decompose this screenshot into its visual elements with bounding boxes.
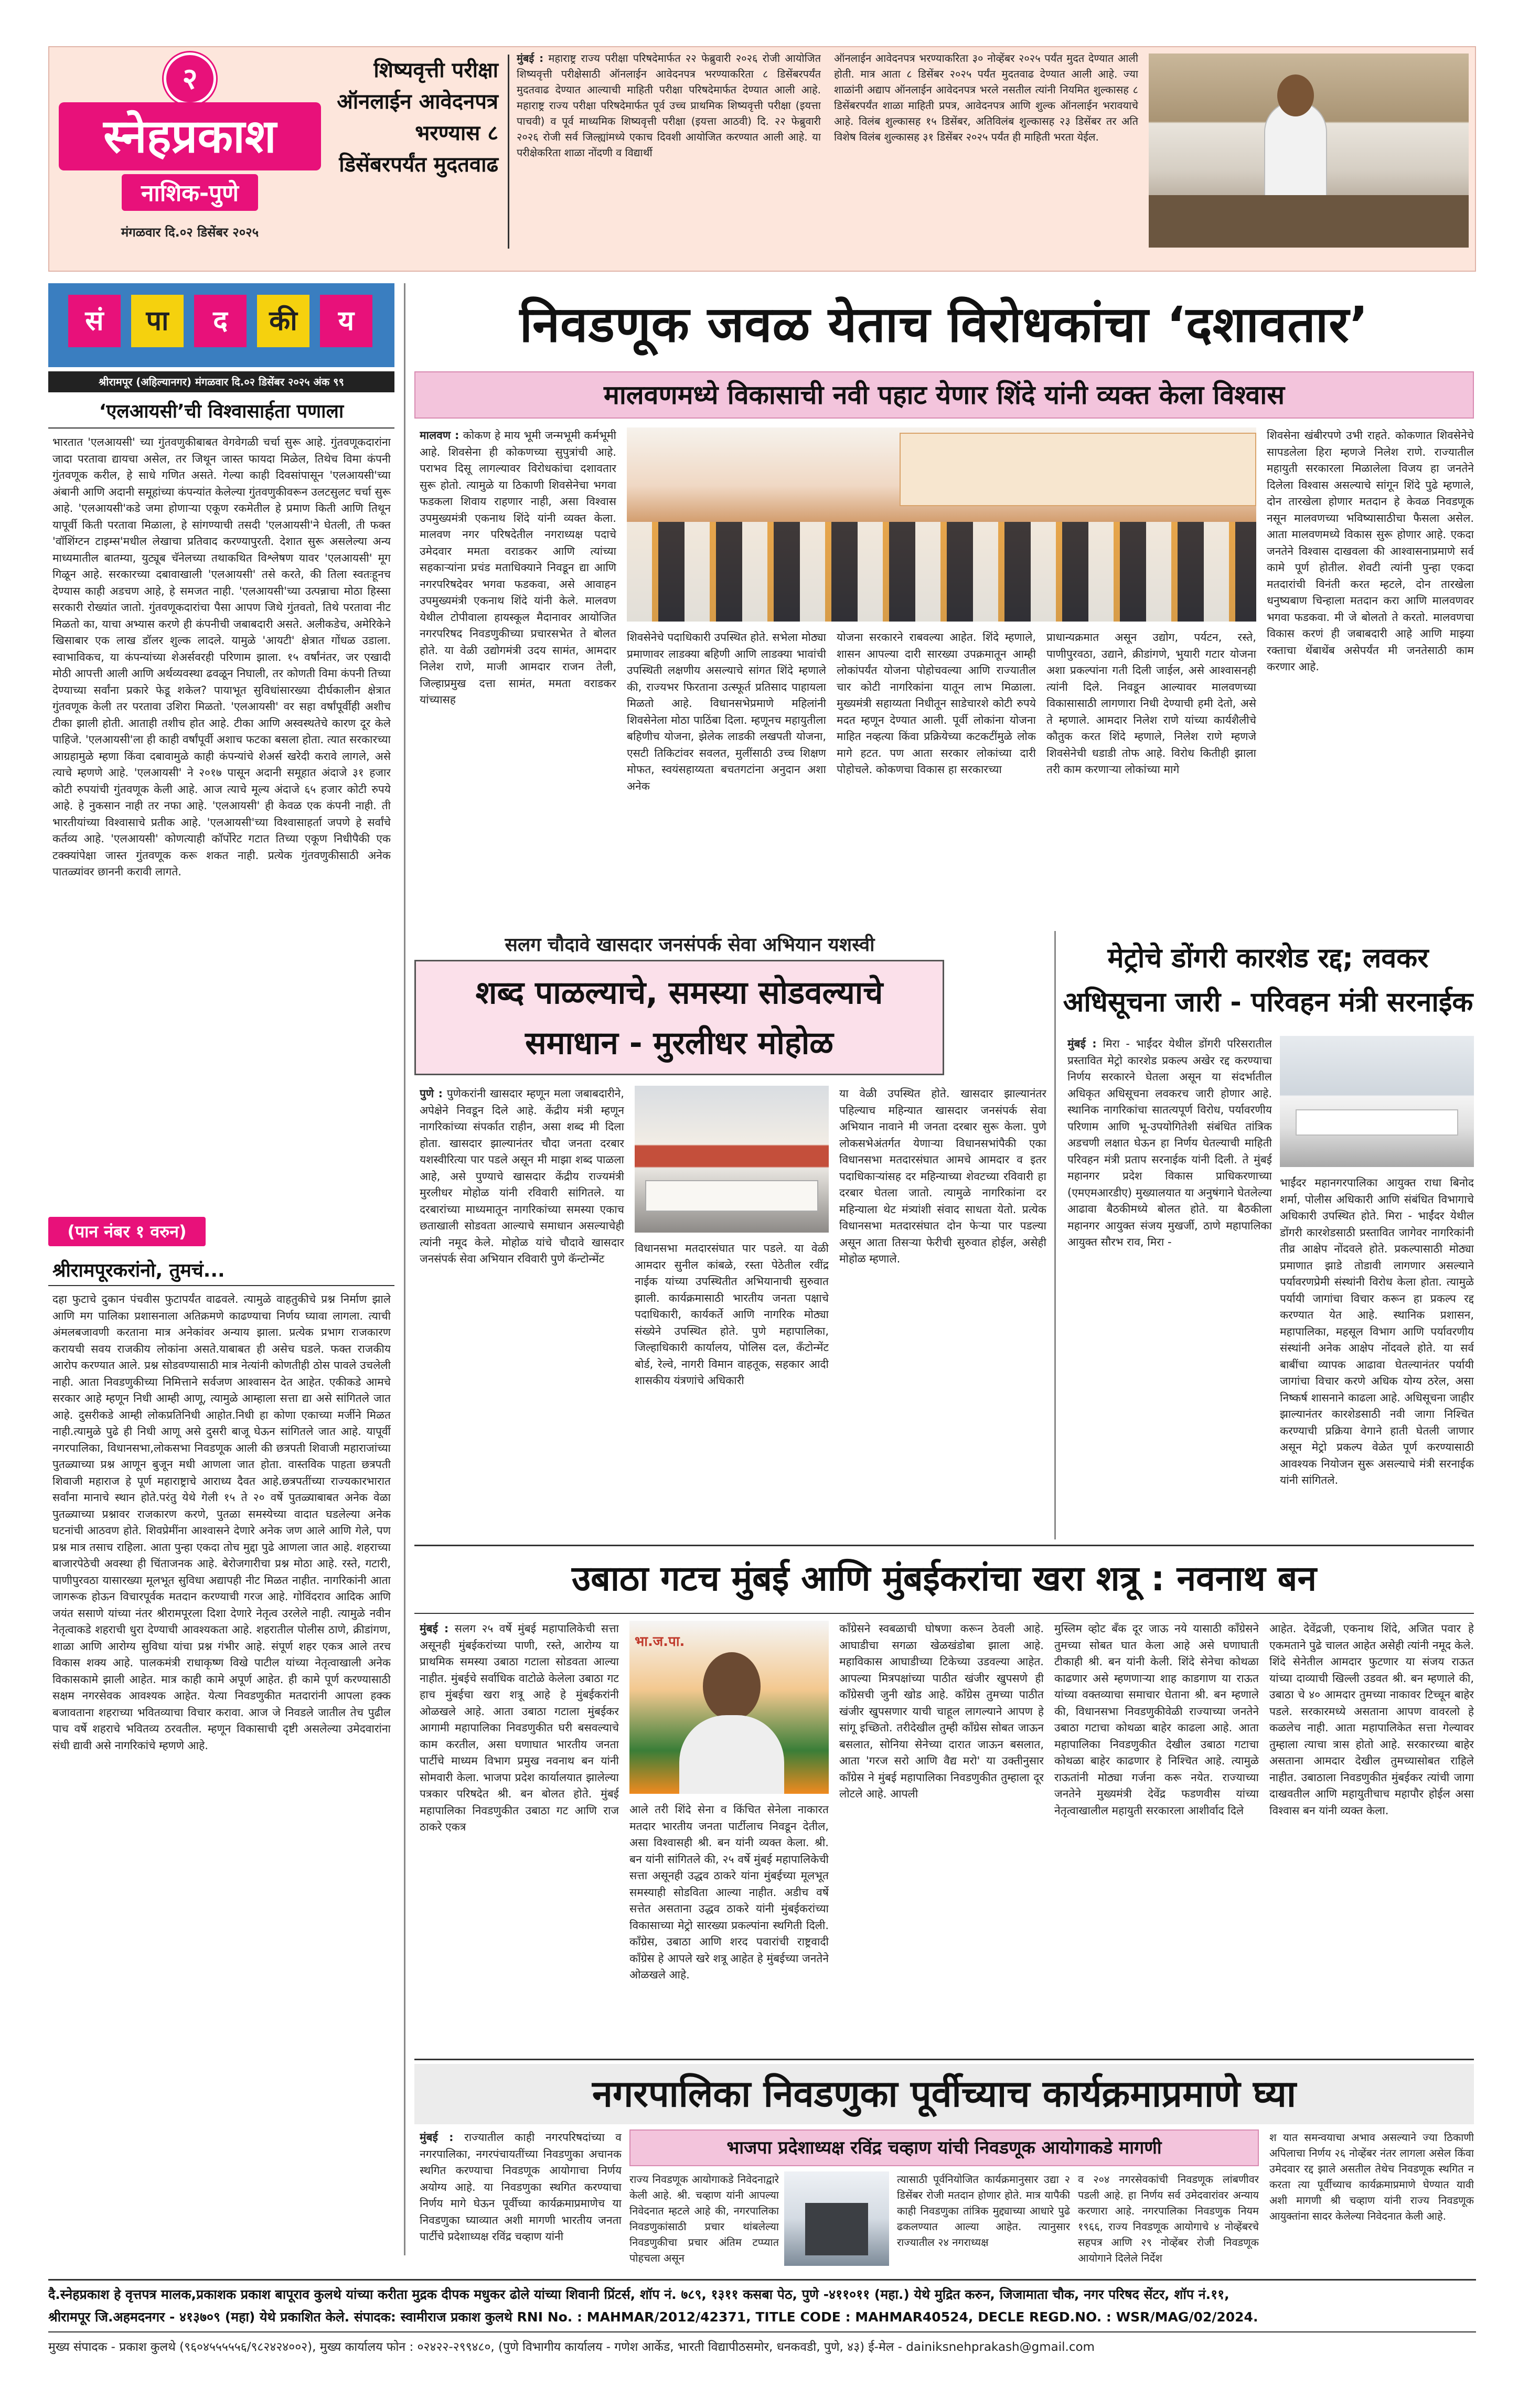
mohol-col2-text: विधानसभा मतदारसंघात पार पडले. या वेळी आमदार सुनील कांबळे, रस्ता पेठेतील रवींद्र नाईक यांच्या उपस्थितीत अभियानाची सुरुवात झाली. कार्यक्रमासाठी भारतीय जनता पक्षाचे पदाधिकारी, कार्यकर्ते आणि नागरिक मोठ्या संख्येने उपस्थित होते. पुणे महापालिका, जिल्हाधिकारी कार्यालय, पोलिस दल, कँटोन्मेंट बोर्ड, रेल्वे, नागरी विमान वाहतूक, सहकार आदी शासकीय यंत्रणांचे अधिकारी (635, 1242, 829, 1387)
ubatha-headline-rule (414, 1613, 1474, 1614)
main-subheadline: मालवणमध्ये विकासाची नवी पहाट येणार शिंदे यांनी व्यक्त केला विश्वास (603, 380, 1285, 410)
nagar-col3-text: त्यासाठी पूर्वनियोजित कार्यक्रमानुसार उद्या २ डिसेंबर रोजी मतदान होणार होते. मात्र यापैकी काही निवडणुका तांत्रिक मुद्द्याच्या आधारे पुढे ढकलण्यात आल्या आहेत. त्यानुसार राज्यातील २४ नगराध्यक्ष (897, 2173, 1070, 2249)
ballot-box-photo (784, 2171, 889, 2266)
editorial-banner (48, 283, 394, 367)
metro-col2-text: भाईंदर महानगरपालिका आयुक्त राधा बिनोद शर्मा, पोलीस अधिकारी आणि संबंधित विभागाचे अधिकारी उपस्थित होते. मिरा - भाईंदर येथील डोंगरी कारशेडसाठी प्रस्तावित जागेवर नागरिकांनी तीव्र आक्षेप नोंदवले होते. प्रकल्पासाठी मोठ्या प्रमाणात झाडे तोडावी लागणार असल्याने पर्यावरणप्रेमी संस्थांनी विरोध केला होता. त्यामुळे पर्यायी जागांचा विचार करून हा प्रकल्प रद्द करण्यात येत आहे. स्थानिक प्रशासन, महापालिका, महसूल विभाग आणि पर्यावरणीय संस्थांनी (1280, 1176, 1474, 1354)
top-story-body1: महाराष्ट्र राज्य परीक्षा परिषदेमार्फत २२ फेब्रुवारी २०२६ रोजी आयोजित शिष्यवृत्ती परीक्षेसाठी ऑनलाईन आवेदनपत्र भरण्याकरिता ८ डिसेंबरपर्यंत मुदतवाढ देण्यात आल्याची माहिती परीक्षा परिषदेमार्फत देण्यात आली आहे. महाराष्ट्र राज्य परीक्षा परिषदेमार्फत पूर्व उच्च प्राथमिक शिष्यवृत्ती परीक्षा (इयत्ता पाचवी) व पूर्व माध्यमिक शिष्यवृत्ती परीक्षा (इयत्ता आठवी) दि. २२ फेब्रुवारी २०२६ रोजी सर्व जिल्ह्यांमध्ये एकाच दिवशी आयोजित करण्यात आली आहे. या परीक्षेकरिता शाळा नोंदणी व विद्यार्थी (517, 52, 821, 159)
top-story-body2: ऑनलाईन आवेदनपत्र भरण्याकरिता ३० नोव्हेंबर २०२५ पर्यंत मुदत देण्यात आली होती. मात्र आता ८ डिसेंबर २०२५ पर्यंत मुदतवाढ देण्यात आली आहे. ज्या शाळांनी अद्याप ऑनलाईन आवेदनपत्र भरले नसतील त्यांनी नियमित शुल्कासह ८ डिसेंबरपर्यंत शाळा माहिती प्रपत्र, आवेदनपत्र आणि शुल्क ऑनलाईन भरावयाचे आहे. विलंब शुल्कासह १५ डिसेंबर, अतिविलंब शुल्कासह २३ डिसेंबर तर अति विशेष विलंब शुल्कासह ३१ डिसेंबर २०२५ पर्यंत ही माहिती भरता येईल. (834, 52, 1138, 143)
issue-line: श्रीरामपूर (अहिल्यानगर) मंगळवार दि.०२ डिसेंबर २०२५ अंक ९९ (48, 371, 394, 392)
metro-meeting-photo (1280, 1036, 1474, 1167)
main-dateline: मालवण : (420, 429, 459, 442)
ubatha-col2-text: आले तरी शिंदे सेना व किंचित सेनेला नाकारत मतदार भारतीय जनता पार्टीलाच निवडून देतील, असा विश्वासही श्री. बन यांनी व्यक्त केला. श्री. बन यांनी सांगितले की, २५ वर्षे मुंबई महापालिकेची सत्ता असूनही उद्धव ठाकरे यांना मुंबईच्या मूलभूत समस्याही सोडविता आल्या नाहीत. अडीच वर्षे सत्तेत असताना उद्धव ठाकरे यांनी मुंबईकरांच्या विकासाच्या मेट्रो सारख्या प्रकल्पांना स्थगिती दिली. काँग्रेस, उबाठा आणि शरद पवारांची राष्ट्रवादी काँग्रेस हे आपले खरे शत्रू आहेत हे मुंबईच्या जनतेने ओळखले आहे. (629, 1803, 829, 1981)
speaker-body (679, 1715, 784, 1794)
nagar-dateline: मुंबई : (420, 2131, 454, 2144)
date-line: मंगळवार दि.०२ डिसेंबर २०२५ (121, 225, 259, 240)
mohol-col1-text: पुणेकरांनी खासदार म्हणून मला जबाबदारीने, अपेक्षेने निवडून दिले आहे. केंद्रीय मंत्री म्हणून नागरिकांच्या संपर्कात राहीन, असा शब्द मी दिला होता. खासदार झाल्यानंतर चौदा जनता दरबार यशस्वीरित्या पार पडले असून मी माझा शब्द पाळला आहे, असे पुण्याचे खासदार केंद्रीय राज्यमंत्री मुरलीधर मोहोळ यांनी रविवारी सांगितले. या दरबारांच्या माध्यमातून नागरिकांच्या समस्या एकाच छताखाली सोडवता आल्याचे समाधान असल्याचेही त्यांनी नमूद केले. मोहोळ यांचे चौदावे खासदार जनसंपर्क सेवा अभियान रविवारी पुणे कॅन्टोन्मेंट (420, 1087, 624, 1265)
nagar-col5-text: श यात समन्वयाचा अभाव असल्याने ज्या ठिकाणी अपिलाचा निर्णय २६ नोव्हेंबर नंतर लागला असेल किंवा उमेदवार रद्द झाले असतील तेथेच निवडणूक स्थगित न करता त्या पूर्वीच्याच कार्यक्रमाप्रमाणे घेण्यात यावी अशी मागणी श्री चव्हाण यांनी राज्य निवडणूक आयुक्तांना सादर केलेल्या निवेदनात केली आहे. (1269, 2131, 1474, 2222)
main-headline: निवडणूक जवळ येताच विरोधकांचा ‘दशावतार’ (519, 296, 1369, 354)
main-col2 (627, 629, 826, 921)
ubatha-col3 (839, 1621, 1044, 2051)
editorial-letter-4: की (257, 295, 309, 347)
page-number: २ (182, 62, 198, 96)
student-figure (1264, 101, 1327, 206)
main-col2-text: शिवसेनेचे पदाधिकारी उपस्थित होते. सभेला मोठ्या प्रमाणावर लाडक्या बहिणी आणि लाडक्या भावांची उपस्थिती लक्षणीय असल्याचे सांगत शिंदे म्हणाले की, राज्यभर फिरताना उत्स्फूर्त प्रतिसाद पाहायला मिळतो आहे. विधानसभेप्रमाणे महिलांनी शिवसेनेला मोठा पाठिंबा दिला. म्हणूनच महायुतीला बहिणीच योजना, झेलेक लाडकी लखपती योजना, एसटी तिकिटांवर सवलत, मुलींसाठी उच्च शिक्षण मोफत, स्वयंसहाय्यता बचतगटांना अनुदान अशा अनेक (627, 631, 826, 793)
main-col4-text: प्राधान्यक्रमात असून उद्योग, पर्यटन, रस्ते, पाणीपुरवठा, उद्याने, क्रीडांगणे, भुयारी गटार योजना अशा प्रकल्पांना गती दिली जाईल, असे आश्वासनही त्यांनी दिले. निवडून आल्यावर मालवणच्या विकासासाठी लागणारा निधी देण्याची हमी देतो, असे ते म्हणाले. आमदार निलेश राणे यांच्या कार्यशैलीचे कौतुक करत शिंदे म्हणाले, निलेश राणे म्हणजे शिवसेनेची धडाडी तोफ आहे. विरोध कितीही झाला तरी काम करणाऱ्या लोकांच्या मागे (1046, 631, 1256, 776)
nagar-col3 (897, 2171, 1070, 2271)
nagar-col2 (629, 2171, 779, 2271)
top-story-divider (508, 55, 509, 249)
metro-col1-text: मिरा - भाईंदर येथील डोंगरी परिसरातील प्रस्तावित मेट्रो कारशेड प्रकल्प अखेर रद्द करण्याचा निर्णय सरकारने घेतला असून या संदर्भातील अधिकृत अधिसूचना लवकरच जारी होणार आहे. स्थानिक नागरिकांचा सातत्यपूर्ण विरोध, पर्यावरणीय परिणाम आणि भू-उपयोगितेशी संबंधित तांत्रिक अडचणी लक्षात घेऊन हा निर्णय घेतल्याची माहिती परिवहन मंत्री प्रताप सरनाईक यांनी दिली. ते मुंबई महानगर प्रदेश विकास प्राधिकरणाच्या (एमएमआरडीए) मुख्यालयात या अनुषंगाने घेतलेल्या आढावा बैठकीमध्ये बोलत होते. या बैठकीला महानगर आयुक्त संजय मुखर्जी, ठाणे महापालिका आयुक्त सौरभ राव, मिरा - (1067, 1037, 1272, 1248)
footer-mid-rule (48, 2331, 1476, 2332)
mohol-col2 (635, 1240, 829, 1539)
navnath-ban-photo (629, 1621, 829, 1794)
janata-darbar-photo (635, 1086, 829, 1233)
ubatha-col1-text: सलग २५ वर्षे मुंबई महापालिकेची सत्ता असूनही मुंबईकरांच्या पाणी, रस्ते, आरोग्य या प्राथमिक समस्या उबाठा गटाला सोडवता आल्या नाहीत. मुंबईचे सर्वाधिक वाटोळे केलेला उबाठा गट हाच मुंबईचा खरा शत्रू आहे हे मुंबईकरांनी ओळखले आहे. आता उबाठा गटाला मुंबईकर आगामी महापालिका निवडणुकीत घरी बसवल्याचे काम करतील, असा घणाघात भारतीय जनता पार्टीचे माध्यम विभाग प्रमुख नवनाथ बन यांनी सोमवारी केला. भाजपा प्रदेश कार्यालयात झालेल्या पत्रकार परिषदेत श्री. बन बोलत होते. मुंबई महापालिका निवडणुकीत उबाठा गट आणि राज ठाकरे एकत्र (420, 1622, 619, 1833)
main-col1 (420, 427, 616, 921)
continued-body: दहा फुटाचे दुकान पंचवीस फुटापर्यंत वाढवले. त्यामुळे वाहतुकीचे प्रश्न निर्माण झाले आणि मग पालिका प्रशासनाला अतिक्रमणे काढण्याचा निर्णय घ्यावा लागला. त्याची अंमलबजावणी करताना मात्र अनेकांवर अन्याय झाला. प्रत्येक प्रभाग राजकारण करायची सवय राजकीय लोकांना असते.याबाबत ही असेच घडले. फक्त राजकीय आरोप करण्यात आले. प्रश्न सोडवण्यासाठी मात्र नेत्यांनी कोणतीही ठोस पावले उचलेली नाही. आता निवडणुकीच्या निमित्ताने सर्वजण आश्वासन देत आहेत. एकीकडे आमचे सरकार आहे म्हणून निधी आम्ही आणू, त्यामुळे आम्हाला सत्ता द्या असे सांगितले जात आहे. दुसरीकडे आम्ही लोकप्रतिनिधी आहोत.निधी हा कोणा एकाच्या मर्जीने मिळत नाही.त्यामुळे पुढे ही निधी आणू असे दुसरी बाजू घेऊन सांगितले जात आहे. यापूर्वी नगरपालिका, विधानसभा,लोकसभा निवडणूक आली की छत्रपती शिवाजी महाराजांच्या पुतळ्याच्या प्रश्न आणून बुजून मधी आणला जात होता. वास्तविक पाहता छत्रपती शिवाजी महाराज हे पूर्ण महाराष्ट्राचे आराध्य दैवत आहे.छत्रपतींच्या राज्यकारभारात सर्वांना मानाचे स्थान होते.परंतु येथे गेली १५ ते २० वर्षे पुतळ्याबाबत अनेक वेळा पुतळ्याच्या प्रश्नावर राजकारण करणे, पुतळा समस्येच्या वादात घडलेल्या अनेक घटनांची आठवण होते. शिवप्रेमींना आश्वासने देणारे अनेक जण आले आणि गेले, पण प्रश्न मात्र तसाच राहिला. आता पुन्हा एकदा तोच मुद्दा पुढे आणला जात आहे. शहराच्या बाजारपेठेची अवस्था ही चिंताजनक आहे. बेरोजगारीचा प्रश्न मोठा आहे. रस्ते, गटारी, पाणीपुरवठा यासारख्या मूलभूत सुविधा अद्यापही नीट मिळत नाहीत. नागरिकांनी आता जागरूक होऊन विचारपूर्वक मतदान करण्याची गरज आहे. गोविंदराव आदिक आणि जयंत ससाणे यांच्या नंतर श्रीरामपूरला दिशा देणारे नेतृत्व उरलेले नाही. त्यामुळे नवीन नेतृत्वाकडे शहराची धुरा देण्याची आवश्यकता आहे. शहरातील पोलीस ठाणे, क्रीडांगण, शाळा आणि आरोग्य सुविधा यांचा प्रश्न गंभीर आहे. संपूर्ण शहर एकत्र आले तरच विकास शक्य आहे. पालकमंत्री राधाकृष्ण विखे पाटील यांच्या नेतृत्वाखाली अनेक विकासकामे झाली आहेत. मात्र काही कामे अपूर्ण आहेत. ही कामे पूर्ण करण्यासाठी सक्षम नगरसेवक आवश्यक आहेत. येत्या निवडणुकीत मतदारांनी आपला हक्क बजावताना शहराच्या भवितव्याचा विचार करावा. आज जे निवडले जातील तेच पुढील पाच वर्षे शहराचे भवितव्य ठरवतील. म्हणून विकासाची दृष्टी असलेल्या उमेदवारांना संधी द्यावी असे नागरिकांचे म्हणणे आहे. (52, 1293, 391, 1752)
classroom-photo (1149, 53, 1469, 248)
metro-col3-text: अनेक आक्षेप नोंदवले होते. या सर्व बाबींचा व्यापक आढावा घेतल्यानंतर पर्यायी जागांचा विचार करणे अधिक योग्य ठरेल, असा निष्कर्ष शासनाने काढला आहे. अधिसूचना जाहीर झाल्यानंतर कारशेडसाठी नवी जागा निश्चित करण्याची प्रक्रिया वेगाने हाती घेतली जाणार असून मेट्रो प्रकल्प वेळेत पूर्ण करण्यासाठी आवश्यक नियोजन सुरू असल्याचे मंत्री सरनाईक यांनी सांगितले. (1280, 1342, 1474, 1486)
student-head (1277, 74, 1314, 116)
nagar-col4-text: व २०४ नगरसेवकांची निवडणूक लांबणीवर पडली आहे. हा निर्णय सर्व उमेदवारांवर अन्याय करणारा आहे. नगरपालिका निवडणुक नियम १९६६, राज्य निवडणूक आयोगाचे ४ नोव्हेंबरचे सहपत्र आणि २९ नोव्हेंबर रोजी निवडणूक आयोगाने दिलेले निर्देश (1078, 2173, 1259, 2264)
desk (1149, 195, 1469, 248)
speaker-head (703, 1652, 761, 1720)
editorial-letter-2: पा (131, 295, 184, 347)
imprint-line-2: श्रीरामपूर जि.अहमदनगर - ४१३७०९ (महा) येथे प्रकाशित केले. संपादक: स्वामीराज प्रकाश कुलथे RNI No. : MAHMAR/2012/42371, TITLE CODE : MAHMAR40524, DECLE REGD.NO. : WSR/MAG/02/2024. (48, 2309, 1258, 2325)
continued-tag: (पान नंबर १ वरुन) (48, 1217, 206, 1246)
ubatha-col1 (420, 1621, 619, 2051)
nagar-subheadline: भाजपा प्रदेशाध्यक्ष रविंद्र चव्हाण यांची निवडणूक आयोगाकडे मागणी (726, 2137, 1162, 2158)
photo-caption: भा.ज.पा. (635, 1634, 685, 1650)
nagar-col4 (1078, 2171, 1259, 2271)
nagar-col1 (420, 2129, 622, 2271)
editorial-letter-3: द (194, 295, 247, 347)
brand-name: स्नेहप्रकाश (103, 109, 276, 163)
nagar-col5 (1269, 2129, 1474, 2271)
nagar-col1-text: राज्यातील काही नगरपरिषदांच्या व नगरपालिका, नगरपंचायतींच्या निवडणुका अचानक स्थगित करण्याचा निवडणूक आयोगाचा निर्णय अयोग्य आहे. या निवडणुका स्थगित करण्याचा निर्णय मागे घेऊन पूर्वीच्या कार्यक्रमाप्रमाणेच या निवडणुका घ्याव्यात अशी मागणी भारतीय जनता पार्टीचे प्रदेशाध्यक्ष रविंद्र चव्हाण यांनी (420, 2131, 622, 2243)
mohol-col3 (839, 1086, 1046, 1539)
main-col3-text: योजना सरकारने राबवल्या आहेत. शिंदे म्हणाले, शासन आपल्या दारी सारख्या उपक्रमातून आम्ही लोकांपर्यंत योजना पोहोचवल्या आणि राज्यातील चार कोटी नागरिकांना यातून लाभ मिळाला. मुख्यमंत्री सहाय्यता निधीतून साडेचारशे कोटी रुपये मदत म्हणून देण्यात आली. पूर्वी लोकांना योजना माहित नव्हत्या किंवा प्रक्रियेच्या कटकटींमुळे लोक मागे हटत. पण आता सरकार लोकांच्या दारी पोहोचले. कोकणचा विकास हा सरकारच्या (837, 631, 1036, 776)
ubatha-col2 (629, 1802, 829, 2051)
mohol-headline: शब्द पाळल्याचे, समस्या सोडवल्याचे समाधान - मुरलीधर मोहोळ (475, 975, 883, 1062)
mohol-metro-divider (1054, 931, 1056, 1539)
main-col4 (1046, 629, 1256, 921)
metro-col1 (1067, 1036, 1272, 1539)
ubatha-col5 (1269, 1621, 1474, 2051)
mohol-col1 (420, 1086, 624, 1539)
masthead-logo (59, 52, 321, 252)
ballot-box (805, 2203, 868, 2255)
ubatha-col4-text: मुस्लिम व्होट बँक दूर जाऊ नये यासाठी काँग्रेसने तुमच्या सोबत घात केला आहे असे घणाघाती टीकाही श्री. बन यांनी केली. शिंदे सेनेचा कोथळा काढणार असे म्हणणाऱ्या शाह काडगाण या राऊत यांच्या वक्तव्याचा समाचार घेताना श्री. बन म्हणाले की, विधानसभा निवडणुकीवेळी राज्याच्या जनतेने उबाठा गटाचा कोथळा बाहेर काढला आहे. आता महापालिका निवडणुकीत देखील उबाठा गटाचा कोथळा बाहेर काढणार हे निश्चित आहे. त्यामुळे राऊतांनी मोठ्या गर्जना करू नयेत. राज्याच्या जनतेने मुख्यमंत्री देवेंद्र फडणवीस यांच्या नेतृत्वाखालील महायुती सरकारला आशीर्वाद दिले (1054, 1622, 1259, 1817)
nagar-top-rule (414, 2059, 1474, 2060)
top-story-col1 (517, 50, 821, 260)
editorial-column-divider (404, 283, 405, 2255)
stage-banner (900, 433, 1256, 506)
nagar-headline: नगरपालिका निवडणुका पूर्वीच्याच कार्यक्रमाप्रमाणे घ्या (592, 2072, 1296, 2115)
top-story-col2 (834, 50, 1138, 260)
top-story-dateline: मुंबई : (517, 52, 544, 65)
main-col3 (837, 629, 1036, 921)
ubatha-dateline: मुंबई : (420, 1622, 449, 1635)
ubatha-col5-text: आहेत. देवेंद्रजी, एकनाथ शिंदे, अजित पवार हे एकमताने पुढे चालत आहेत असेही त्यांनी नमूद केले. शिंदे सेनेतील आमदार फुटणार या संजय राऊत यांच्या दाव्याची खिल्ली उडवत श्री. बन म्हणाले की, उबाठा चे ४० आमदार तुमच्या नाकावर टिच्चून बाहेर पडले. सरकारमध्ये असताना आपण वावरलो हे कळलेच नाही. आता महापालिकेत सत्ता गेल्यावर तुम्हाला त्याचा त्रास होतो आहे. सरकारच्या बाहेर असताना आमदार देखील तुमच्यासोबत राहिले नाहीत. उबाठाला निवडणुकीत मुंबईकर त्यांची जागा दाखवतील आणि महायुतीचाच महापौर होईल असा विश्वास बन यांनी व्यक्त केला. (1269, 1622, 1474, 1817)
mohol-dateline: पुणे : (420, 1087, 443, 1100)
main-col5 (1267, 427, 1474, 921)
ubatha-col3-text: काँग्रेसने स्वबळाची घोषणा करून ठेवली आहे. आघाडीचा सगळा खेळखंडोबा झाला आहे. महाविकास आघाडीच्या टिकेच्या उडवल्या आहेत. आपल्या मित्रपक्षांच्या पाठीत खंजीर खुपसणे ही काँग्रेसची जुनी खोड आहे. काँग्रेस तुमच्या पाठीत खंजीर खुपसणार याची चाहूल लागल्याने आपण हे सांगू इच्छितो. तरीदेखील तुम्ही काँग्रेस सोबत जाऊन बसलात, सोनिया सेनेच्या दारात जाऊन बसलात, आता 'गरज सरो आणि वैद्य मरो' या उक्तीनुसार काँग्रेस ने मुंबई महापालिका निवडणुकीत तुम्हाला दूर लोटले आहे. आपली (839, 1622, 1044, 1800)
meeting-table (1296, 1109, 1458, 1136)
mohol-kicker: सलग चौदावे खासदार जनसंपर्क सेवा अभियान यशस्वी (505, 934, 875, 956)
editorial-title-underline (48, 427, 394, 429)
continued-title: श्रीरामपूरकरांनो, तुमचं... (52, 1260, 225, 1281)
edition: नाशिक-पुणे (141, 180, 239, 207)
editorial-letter-5: य (320, 295, 372, 347)
metro-headline: मेट्रोचे डोंगरी कारशेड रद्द; लवकर अधिसूचना जारी - परिवहन मंत्री सरनाईक (1063, 943, 1473, 1018)
continued-title-underline (48, 1285, 394, 1286)
main-col5-text: शिवसेना खंबीरपणे उभी राहते. कोकणात शिवसेनेचे सापडलेला हिरा म्हणजे निलेश राणे. राज्यातील महायुती सरकारला मिळालेला विजय हा जनतेने दिलेला विश्वास असल्याचे सांगून शिंदे पुढे म्हणाले, दोन तारखेला होणार मतदान हे केवळ निवडणूक नसून मालवणच्या भविष्यासाठीचा फैसला असेल. आता मालवणमध्ये विकास सुरू होणार आहे. एकदा जनतेने विश्वास दाखवला की आश्वासनाप्रमाणे सर्व कामे पूर्ण होतील. शेवटी त्यांनी पुन्हा एकदा मतदारांची विनंती करत म्हटले, दोन तारखेला धनुष्यबाण चिन्हाला मतदान करा आणि मालवणवर भगवा फडकवा. मी जे बोलतो ते करतो. मालवणचा विकास करणं ही जबाबदारी आहे आणि माझ्या रक्ताचा थेंबाथेंब असेपर्यंत मी जनतेसाठी काम करणार आहे. (1267, 429, 1474, 673)
main-col1-text: कोकण हे माय भूमी जन्मभूमी कर्मभूमी आहे. शिवसेना ही कोकणच्या सुपुत्रांची आहे. पराभव दिसू लागल्यावर विरोधकांचा दशावतार सुरू होतो. त्यामुळे या ठिकाणी शिवसेनेचा भगवा फडकला शिवाय राहणार नाही, असा विश्वास उपमुख्यमंत्री एकनाथ शिंदे यांनी व्यक्त केला. मालवण नगर परिषदेतील नगराध्यक्ष पदाचे उमेदवार ममता वराडकर आणि त्यांच्या सहकाऱ्यांना प्रचंड मताधिक्याने निवडून द्या आणि नगरपरिषदेवर भगवा फडकवा, असे आवाहन उपमुख्यमंत्री एकनाथ शिंदे यांनी केले. मालवण येथील टोपीवाला हायस्कूल मैदानावर आयोजित नगरपरिषद निवडणुकीच्या प्रचारसभेत ते बोलत होते. या वेळी उद्योगमंत्री उदय सामंत, आमदार निलेश राणे, माजी आमदार राजन तेली, जिल्हाप्रमुख दत्ता सामंत, ममता वराडकर यांच्यासह (420, 429, 616, 706)
metro-col2 (1280, 1175, 1474, 1539)
officials-table (645, 1180, 818, 1212)
editorial-body: भारतात 'एलआयसी' च्या गुंतवणुकीबाबत वेगवेगळी चर्चा सुरू आहे. गुंतवणूकदारांना जादा परतावा द्यायचा असेल, तर जिथून जास्त फायदा मिळेल, तिथेच विमा कंपनी गुंतवणूक करील, हे साधे गणित असते. गेल्या काही दिवसांपासून 'एलआयसी'च्या अंबानी आणि अदानी समूहांच्या कंपन्यांत केलेल्या गुंतवणुकीवरून उलटसुलट चर्चा सुरू आहे. 'एलआयसी'कडे जमा होणाऱ्या एकूण रकमेतील हे प्रमाण किती आणि तिथून यापूर्वी किती परतावा मिळाला, हे सांगण्याची तसदी 'एलआयसी'ने घेतली, ती फक्त 'वॉशिंग्टन टाइम्स'मधील लेखाचा प्रतिवाद करण्यापुरती. देशात सुरू असलेल्या अन्य माध्यमातील बातम्या, युट्यूब चॅनेलच्या तथाकथित विश्लेषण यावर 'एलआयसी' मूग गिळून आहे. सरकारच्या दबावाखाली 'एलआयसी' तसे करते, की तिला स्वतःहूनच देण्यास काही अडचण आहे, हे समजत नाही. 'एलआयसी'च्या उत्पन्नाचा मोठा हिस्सा सरकारी रोख्यांत जातो. गुंतवणूकदारांचा पैसा आपण जिथे गुंतवतो, तिथे परतावा नीट मिळतो का, याचा अभ्यास करणे ही कंपनीची जबाबदारी असते. अलीकडेच, अमेरिकेने खिसाबार एक लाख डॉलर शुल्क लादले. यामुळे 'आयटी' क्षेत्रात गोंधळ उडाला. स्वाभाविकच, या कंपन्यांच्या शेअर्सवरही परिणाम झाला. १५ वर्षांनंतर, जर एखादी मोठी आपत्ती आली आणि अर्थव्यवस्था ढवळून निघाली, तर कोणती विमा कंपनी तिच्या देण्याच्या सर्वांना प्रकारे फेडू शकेल? पायाभूत सुविधांसारख्या दीर्घकालीन क्षेत्रात गुंतवणूक केली तर परतावा उशिरा मिळतो. 'एलआयसी' वर सहा वर्षांपूर्वीही अशीच टीका झाली होती. आताही तशीच होत आहे. टीका आणि अस्वस्थतेचे कारण दूर केले पाहिजे. 'एलआयसी'ला ही काही वर्षांपूर्वी अशाच फटका बसला होता. त्यात सरकारच्या आग्रहामुळे म्हणा किंवा दबावामुळे काही कंपन्यांचे शेअर्स खरेदी करावे लागले, असे त्याचे म्हणणे आहे. 'एलआयसी' ने २०१७ पासून अदानी समूहात अंदाजे ३१ हजार कोटी रुपयांची गुंतवणूक केली आहे. आज त्याचे मूल्य अंदाजे ६५ हजार कोटी रुपये आहे. हे नुकसान नाही तर नफा आहे. 'एलआयसी' ही केवळ एक कंपनी नाही. ती भारतीयांच्या विश्वासाचे प्रतीक आहे. 'एलआयसी'च्या विश्वासाहर्ता जपणे हे सर्वांचे कर्तव्य आहे. 'एलआयसी' कोणत्याही कॉर्पोरेट गटात तिच्या एकूण निधीपैकी एक टक्क्यांपेक्षा जास्त गुंतवणूक करू शकत नाही. प्रत्येक गुंतवणुकीसाठी अनेक पातळ्यांवर छाननी करावी लागते. (52, 436, 391, 878)
footer-top-rule (48, 2279, 1476, 2281)
mohol-col3-text: या वेळी उपस्थित होते. खासदार झाल्यानंतर पहिल्याच महिन्यात खासदार जनसंपर्क सेवा अभियान नावाने मी जनता दरबार सुरू केला. पुणे लोकसभेअंतर्गत येणाऱ्या विधानसभांपैकी एका विधानसभा मतदारसंघात आमचे आमदार व इतर पदाधिकाऱ्यांसह दर महिन्याच्या शेवटच्या रविवारी हा दरबार घेतला जातो. त्यामुळे नागरिकांना दर महिन्याला थेट मंत्र्यांशी संवाद साधता येतो. प्रत्येक विधानसभा मतदारसंघात दोन फेऱ्या पार पडल्या असून आता तिसऱ्या फेरीची सुरुवात होईल, असेही मोहोळ म्हणाले. (839, 1087, 1046, 1265)
editorial-letter-1: सं (68, 295, 121, 347)
top-story-headline: शिष्यवृत्ती परीक्षा ऑनलाईन आवेदनपत्र भरण्यास ८ डिसेंबरपर्यंत मुदतवाढ (337, 58, 498, 177)
imprint-line-1: दै.स्नेहप्रकाश हे वृत्तपत्र मालक,प्रकाशक प्रकाश बापूराव कुलथे यांच्या करीता मुद्रक दीपक मधुकर ढोले यांच्या शिवानी प्रिंटर्स, शॉप नं. ७८९, १३११ कसबा पेठ, पुणे -४११०११ (महा.) येथे मुद्रित करुन, जिजामाता चौक, नगर परिषद सेंटर, शॉप नं.११, (48, 2287, 1229, 2302)
ubatha-headline: उबाठा गटच मुंबई आणि मुंबईकरांचा खरा शत्रू : नवनाथ बन (571, 1558, 1317, 1599)
editorial-title: ‘एलआयसी’ची विश्वासार्हता पणाला (99, 401, 344, 422)
ubatha-top-rule (414, 1545, 1474, 1546)
metro-dateline: मुंबई : (1067, 1037, 1097, 1050)
ubatha-col4 (1054, 1621, 1259, 2051)
nagar-col2-text: राज्य निवडणूक आयोगाकडे निवेदनाद्वारे केली आहे. श्री. चव्हाण यांनी आपल्या निवेदनात म्हटले आहे की, नगरपालिका निवडणुकांसाठी प्रचार थांबलेल्या निवडणुकीचा प्रचार अंतिम टप्प्यात पोहचला असून (629, 2173, 779, 2264)
imprint-line-3: मुख्य संपादक - प्रकाश कुलथे (९६०४५५५५५६/९८२४२४००२), मुख्य कार्यालय फोन : ०२४२२-२९९४८०, (पुणे विभागीय कार्यालय - गणेश आर्केड, भारती विद्यापीठसमोर, धनकवडी, पुणे, ४३) ई-मेल - dainiksnehprakash@gmail.com (48, 2340, 1095, 2354)
rally-stage-photo (627, 427, 1256, 622)
crowd-row (627, 522, 1256, 622)
